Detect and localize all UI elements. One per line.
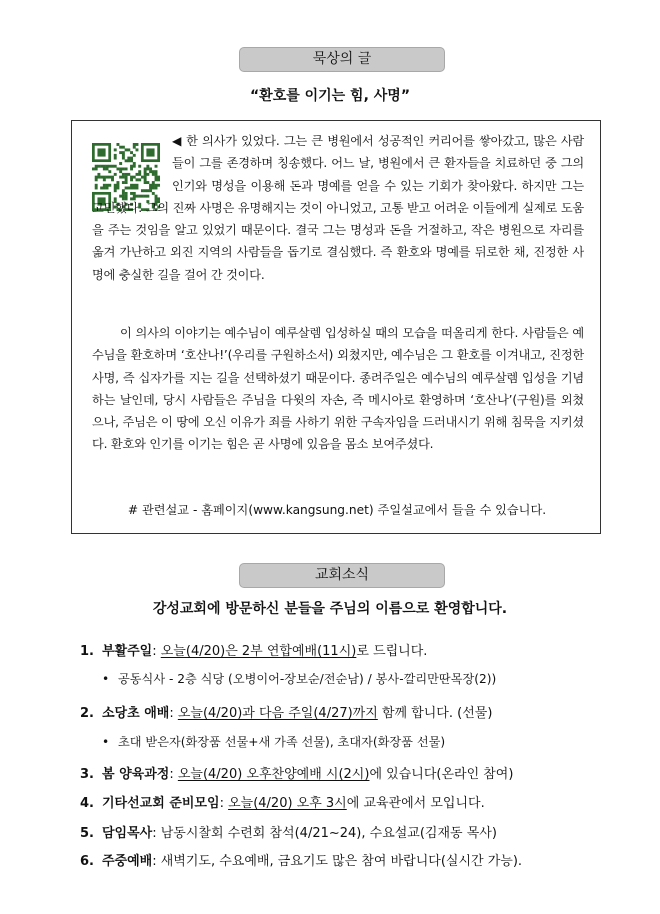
meditation-subtitle: “환호를 이기는 힘, 사명” xyxy=(249,88,411,104)
news-item-2-detail: • 초대 받은자(화장품 선물+새 가족 선물), 초대자(화장품 선물) xyxy=(102,735,446,749)
meditation-header: 묵상의 글 xyxy=(239,47,445,72)
news-item-1-detail: • 공동식사 - 2층 식당 (오병이어-장보순/전순남) / 봉사-깔리만딴목장(2)) xyxy=(102,672,497,686)
news-item-2: 2. 소당초 애배: 오늘(4/20)과 다음 주일(4/27)까지 함께 합니다. (선물) xyxy=(80,706,493,721)
sermon-link-note: # 관련설교 - 홈페이지(www.kangsung.net) 주일설교에서 들을 수 있습니다. xyxy=(127,503,547,517)
news-item-4: 4. 기타선교회 준비모임: 오늘(4/20) 오후 3시에 교육관에서 모입니다. xyxy=(80,796,485,811)
news-item-5: 5. 담임목사: 남동시찰회 수련회 참석(4/21~24), 수요설교(김재동 목사) xyxy=(80,826,497,841)
news-item-1: 1. 부활주일: 오늘(4/20)은 2부 연합예배(11시)로 드립니다. xyxy=(80,644,428,659)
meditation-box xyxy=(71,120,601,534)
news-header: 교회소식 xyxy=(239,563,445,588)
meditation-paragraph-2: 이 의사의 이야기는 예수님이 예루살렘 입성하실 때의 모습을 떠올리게 한다. 사람들은 예수님을 환호하며 ‘호산나!’(우리를 구원하소서) 외쳤지만, 예수님은 그 환호를 이겨내고, 진정한 사명, 즉 십자가를 지는 길을 선택하셨기 때문이다. 종려주일은 예수님의 예루살렘 입성을 기념하는 날인데, 당시 사람들은 주님을 다윗의 자손, 즉 메시아로 환영하며 ‘호산나’(구원)를 외쳤으나, 주님은 이 땅에 오신 이유가 죄를 사하기 위한 구속자임을 드러내시기 위해 침묵을 지키셨다. 환호와 인기를 이기는 힘은 곧 사명에 있음을 몸소 보여주셨다. xyxy=(92,326,584,452)
news-subtitle: 강성교회에 방문하신 분들을 주님의 이름으로 환영합니다. xyxy=(152,601,508,617)
news-item-6: 6. 주중예배: 새벽기도, 수요예배, 금요기도 많은 참여 바랍니다(실시간 가능). xyxy=(80,854,523,869)
news-item-3: 3. 봄 양육과정: 오늘(4/20) 오후찬양예배 시(2시)에 있습니다(온라인 참여) xyxy=(80,767,514,782)
meditation-paragraph-1: ◀ 한 의사가 있었다. 그는 큰 병원에서 성공적인 커리어를 쌓아갔고, 많은 사람들이 그를 존경하며 칭송했다. 어느 날, 병원에서 큰 환자들을 치료하던 중 그의 인기와 명성을 이용해 돈과 명예를 얻을 수 있는 기회가 찾아왔다. 하지만 그는 고민했다. 그의 진짜 사명은 유명해지는 것이 아니었고, 고통 받고 어려운 이들에게 실제로 도움을 주는 것임을 알고 있었기 때문이다. 결국 그는 명성과 돈을 거절하고, 작은 병원으로 자리를 옮겨 가난하고 외진 지역의 사람들을 돕기로 결심했다. 즉 환호와 명예를 뒤로한 채, 진정한 사명에 충실한 길을 걸어 간 것이다. xyxy=(92,134,584,282)
